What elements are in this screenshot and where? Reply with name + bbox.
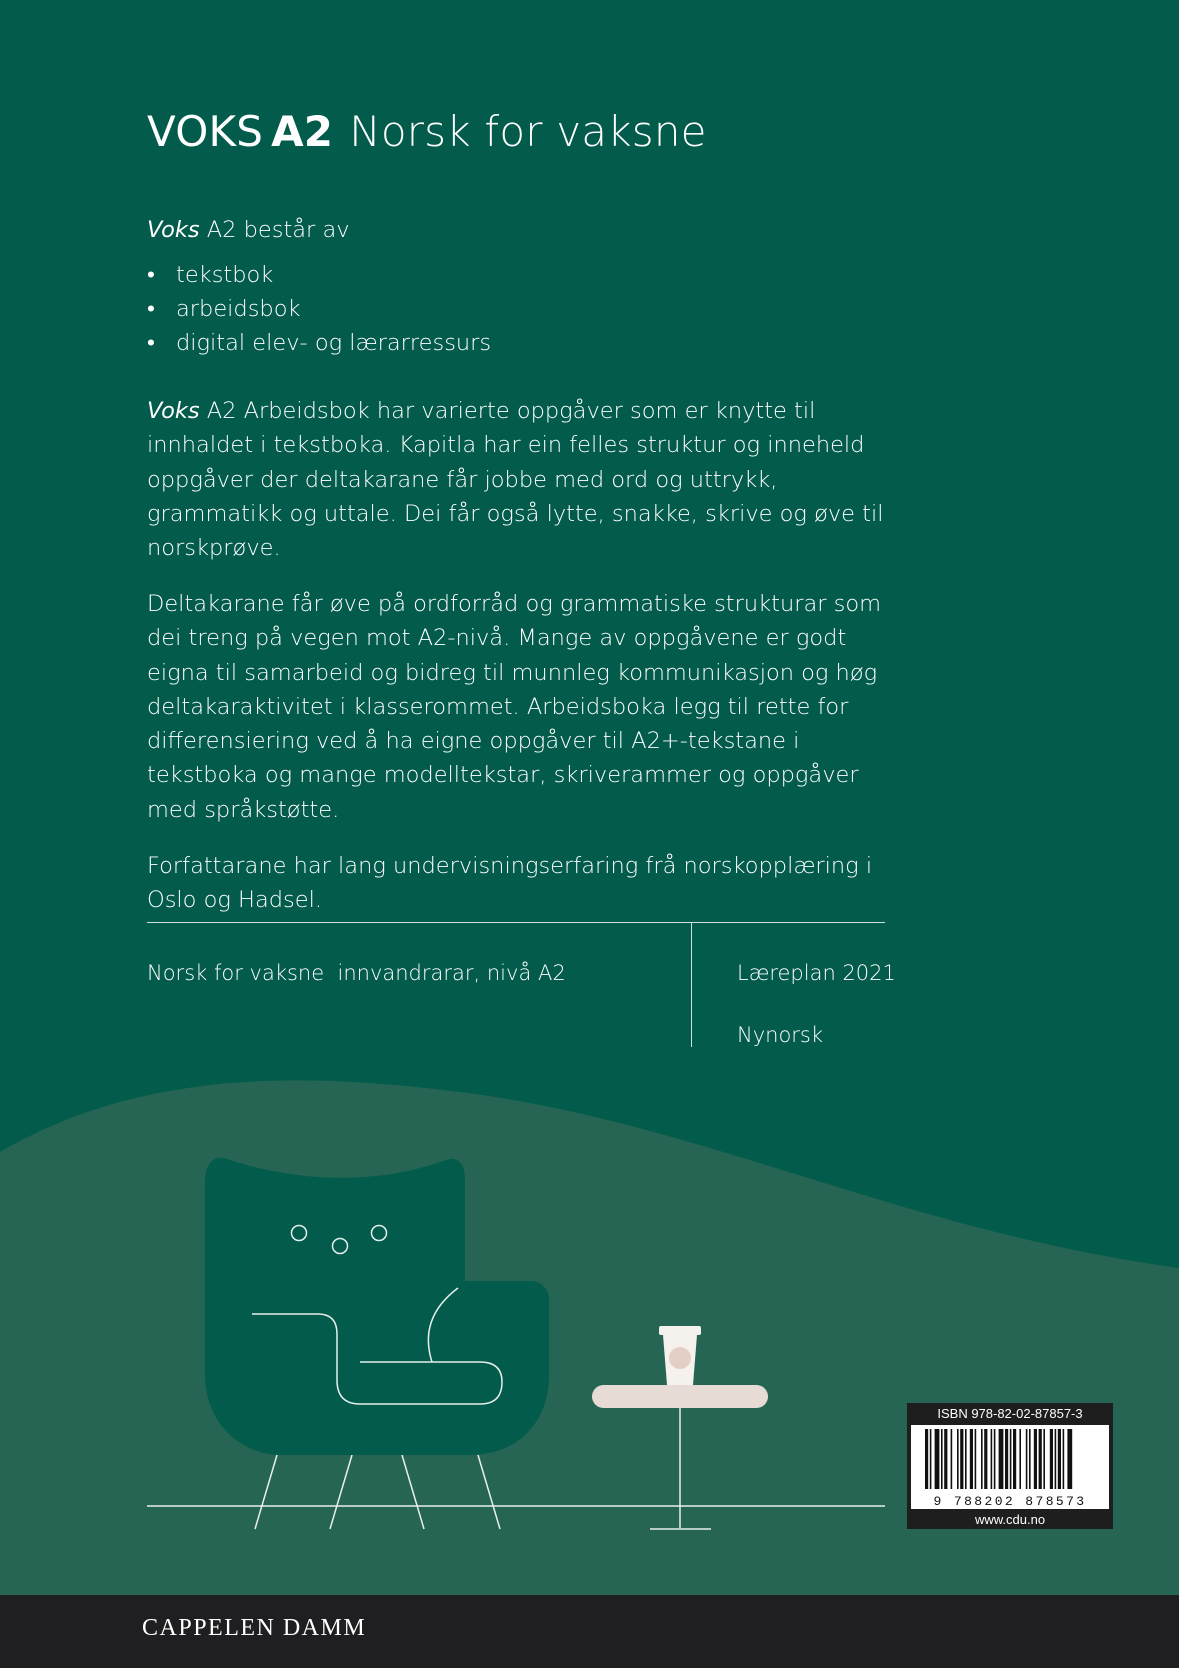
barcode-bar	[999, 1429, 1004, 1489]
barcode-bar	[970, 1429, 973, 1489]
barcode-bar	[957, 1429, 959, 1489]
list-item: • tekstbok	[147, 258, 491, 292]
barcode-bar	[960, 1429, 963, 1489]
publisher-logo: CAPPELEN DAMM	[142, 1615, 367, 1641]
barcode-bar	[1010, 1429, 1012, 1489]
title-level: A2	[271, 107, 334, 156]
title-subtitle: Norsk for vaksne	[349, 107, 707, 156]
barcode-bar	[981, 1429, 983, 1489]
barcode-bar	[1058, 1429, 1061, 1489]
language-text: Nynorsk	[737, 1023, 824, 1047]
barcode-bar	[965, 1429, 967, 1489]
barcode-bar	[1019, 1429, 1021, 1489]
barcode-bar	[925, 1429, 928, 1489]
barcode-box	[907, 1403, 1113, 1529]
barcode-bar	[991, 1429, 993, 1489]
list-item: • digital elev- og lærarressurs	[147, 326, 491, 360]
paragraph1-italic: Voks	[147, 398, 200, 424]
website-text: www.cdu.no	[974, 1512, 1046, 1527]
audience-text: Norsk for vaksne innvandrarar, nivå A2	[147, 961, 566, 985]
barcode-bar	[1005, 1429, 1008, 1489]
barcode-bar	[941, 1429, 943, 1489]
barcode-bar	[1067, 1429, 1072, 1489]
publisher-footer	[0, 1595, 1179, 1668]
barcode-bar	[984, 1429, 987, 1489]
barcode-digits: 9 788202 878573	[933, 1494, 1087, 1509]
barcode-bar	[951, 1429, 953, 1489]
barcode	[911, 1425, 1109, 1509]
description-paragraph-2: Deltakarane får øve på ordforråd og grammatiske strukturar som dei treng på vegen mot A2-nivå. Mange av oppgåvene er godt eigna til samarbeid og bidreg til munnleg kommunikasjon og høg deltakaraktivitet i klasserommet. Arbeidsboka legg til rette for differensiering ved å ha eigne oppgåver til A2+-tekstane i tekstboka og mange modelltekstar, skriverammer og oppgåver med språkstøtte.	[147, 591, 882, 823]
title-brand: VOKS	[147, 107, 264, 156]
side-table-top	[592, 1385, 768, 1408]
barcode-bar	[1055, 1429, 1057, 1489]
barcode-bar	[1050, 1429, 1053, 1489]
authors-paragraph: Forfattarane har lang undervisningserfaring frå norskopplæring i Oslo og Hadsel.	[147, 853, 873, 914]
barcode-bar	[975, 1429, 977, 1489]
barcode-bar	[1029, 1429, 1031, 1489]
barcode-bar	[944, 1429, 947, 1489]
intro-rest: A2 består av	[199, 217, 350, 243]
barcode-bar	[935, 1429, 940, 1489]
barcode-bar	[994, 1429, 996, 1489]
intro-italic: Voks	[147, 217, 200, 243]
barcode-bar	[1034, 1429, 1037, 1489]
paragraph1-rest: A2 Arbeidsbok har varierte oppgåver som er knytte til innhaldet i tekstboka. Kapitla har ein felles struktur og inneheld oppgåver der deltakarane får jobbe med ord og uttrykk, grammatikk og uttale. Dei får også lytte, snakke, skrive og øve til norskprøve.	[147, 398, 884, 562]
barcode-bar	[1063, 1429, 1065, 1489]
barcode-bar	[1013, 1429, 1016, 1489]
barcode-bar	[1039, 1429, 1042, 1489]
list-item: • arbeidsbok	[147, 292, 491, 326]
barcode-bar	[930, 1429, 932, 1489]
barcode-bars	[911, 1425, 1109, 1495]
isbn-text: ISBN 978-82-02-87857-3	[937, 1406, 1083, 1421]
barcode-bar	[1043, 1429, 1045, 1489]
barcode-bar	[1026, 1429, 1028, 1489]
curriculum-text: Læreplan 2021	[737, 961, 896, 985]
